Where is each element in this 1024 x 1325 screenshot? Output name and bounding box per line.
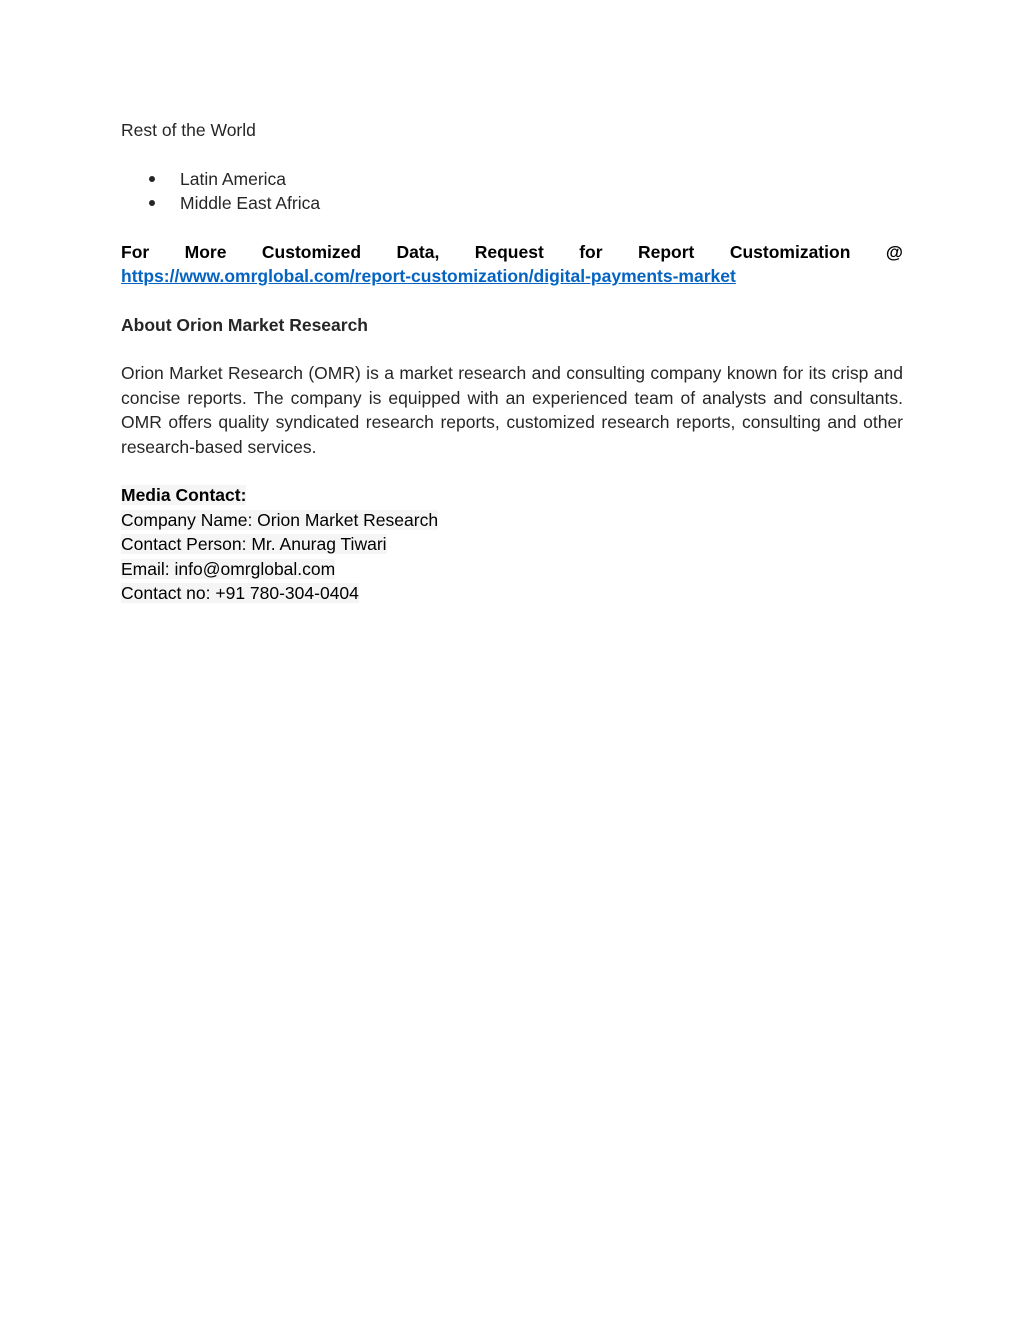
cta-word: More (184, 241, 227, 262)
cta-word: for (579, 241, 603, 262)
phone-line (121, 581, 903, 606)
contact-phone: Contact no: +91 780-304-0404 (121, 583, 359, 603)
cta-word: Report (638, 241, 695, 262)
media-contact (121, 483, 903, 606)
contact-person-line (121, 532, 903, 557)
customization-request-text (121, 240, 903, 265)
media-contact-heading: Media Contact: (121, 485, 247, 505)
list-item-label: Middle East Africa (180, 193, 321, 213)
document-page (121, 118, 903, 606)
contact-email: Email: info@omrglobal.com (121, 558, 336, 579)
company-name: Company Name: Orion Market Research (121, 509, 439, 530)
region-list (121, 167, 903, 216)
email-line (121, 557, 903, 582)
about-paragraph: Orion Market Research (OMR) is a market research and consulting company known for its crisp and concise reports. The company is equipped with an experienced team of analysts and consultants. OMR offers quality syndicated research reports, customized research reports, consulting and other research-based services. (121, 363, 903, 457)
company-name-line (121, 508, 903, 533)
about-heading: About Orion Market Research (121, 314, 368, 335)
cta-word: Data, (396, 241, 440, 262)
customization-link[interactable]: https://www.omrglobal.com/report-customization/digital-payments-market (121, 266, 736, 286)
cta-word: Request (474, 241, 544, 262)
customization-request (121, 240, 903, 289)
cta-word: For (121, 241, 150, 262)
bullet-icon (149, 200, 155, 206)
cta-word: Customization (729, 241, 851, 262)
cta-word: Customized (261, 241, 362, 262)
bullet-icon (149, 176, 155, 182)
list-item (121, 167, 903, 192)
contact-person: Contact Person: Mr. Anurag Tiwari (121, 534, 387, 554)
cta-word: @ (885, 241, 903, 262)
list-item (121, 191, 903, 216)
list-item-label: Latin America (180, 168, 287, 189)
region-heading: Rest of the World (121, 120, 256, 140)
media-contact-heading-line (121, 483, 903, 508)
